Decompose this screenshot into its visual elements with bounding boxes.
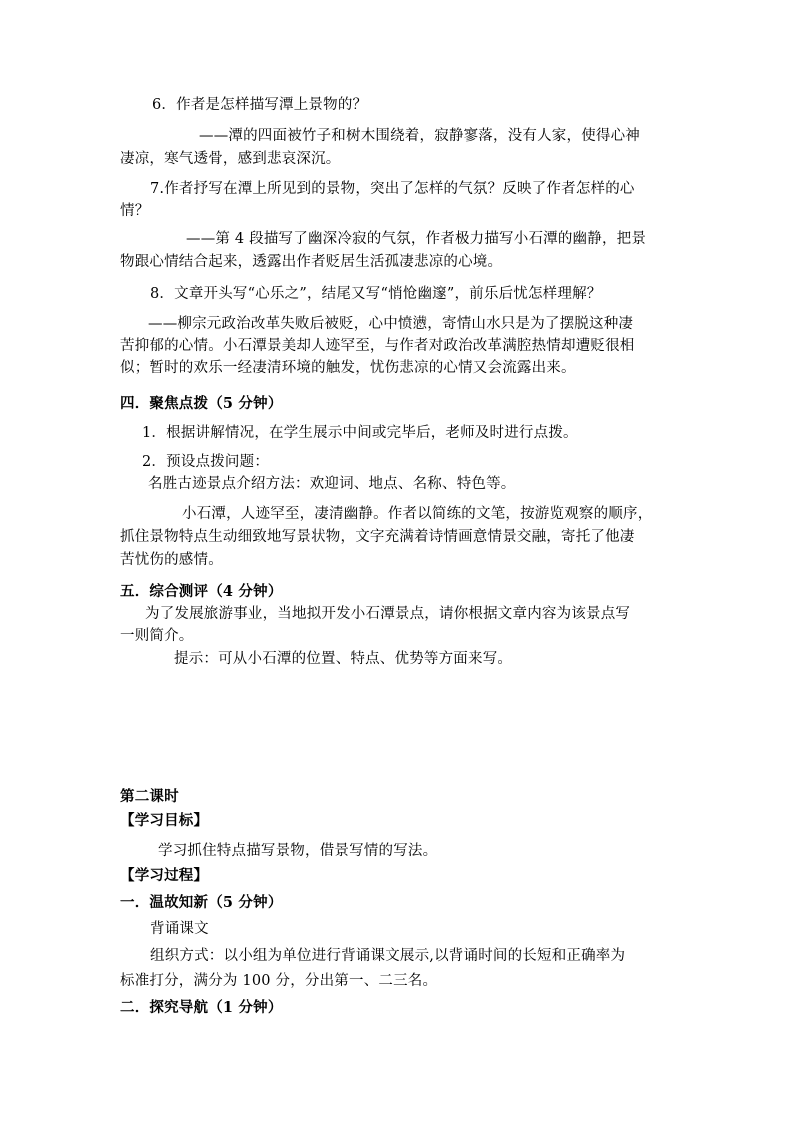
section-heading-assessment: 五．综合测评（4 分钟） (120, 583, 283, 600)
focus-item-2: 2．预设点拨问题： (142, 454, 270, 470)
question-7-line-1: 7.作者抒写在潭上所见到的景物，突出了怎样的气氛？反映了作者怎样的心 (150, 181, 635, 197)
question-8: 8．文章开头写“心乐之”，结尾又写“悄怆幽邃”，前乐后忧怎样理解？ (150, 286, 602, 302)
learning-goals-text: 学习抓住特点描写景物，借景写情的写法。 (158, 843, 438, 859)
review-task: 背诵课文 (150, 921, 209, 937)
answer-7-line-2: 物跟心情结合起来，透露出作者贬居生活孤凄悲凉的心境。 (120, 254, 503, 270)
organization-line-2: 标准打分，满分为 100 分，分出第一、二三名。 (120, 973, 438, 989)
question-7-line-2: 情？ (120, 203, 150, 219)
answer-8-line-3: 似；暂时的欢乐一经凄清环境的触发，忧伤悲凉的心情又会流露出来。 (120, 360, 576, 376)
learning-goals-heading: 【学习目标】 (120, 812, 209, 829)
answer-6-line-1: ——潭的四面被竹子和树木围绕着，寂静寥落，没有人家，使得心神 (199, 128, 640, 144)
second-lesson-title: 第二课时 (120, 788, 179, 805)
learning-process-heading: 【学习过程】 (120, 867, 209, 884)
answer-8-line-2: 苦抑郁的心情。小石潭景美却人迹罕至，与作者对政治改革满腔热情却遭贬很相 (120, 338, 635, 354)
question-6: 6．作者是怎样描写潭上景物的？ (152, 97, 368, 113)
exploration-heading: 二．探究导航（1 分钟） (120, 999, 283, 1016)
assessment-line-2: 一则简介。 (120, 628, 194, 644)
assessment-line-1: 为了发展旅游事业，当地拟开发小石潭景点，请你根据文章内容为该景点写 (145, 606, 631, 622)
focus-item-1: 1．根据讲解情况，在学生展示中间或完毕后，老师及时进行点拨。 (142, 425, 578, 441)
answer-6-line-2: 凄凉，寒气透骨，感到悲哀深沉。 (120, 151, 341, 167)
review-heading: 一．温故知新（5 分钟） (120, 894, 283, 911)
summary-line-3: 苦忧伤的感情。 (120, 552, 223, 568)
answer-7-line-1: ——第 4 段描写了幽深冷寂的气氛，作者极力描写小石潭的幽静，把景 (186, 231, 647, 247)
answer-8-line-1: ——柳宗元政治改革失败后被贬，心中愤懑，寄情山水只是为了摆脱这种凄 (148, 316, 634, 332)
summary-line-1: 小石潭，人迹罕至，凄清幽静。作者以简练的文笔，按游览观察的顺序， (182, 506, 653, 522)
focus-item-2-detail: 名胜古迹景点介绍方法：欢迎词、地点、名称、特色等。 (148, 476, 516, 492)
summary-line-2: 抓住景物特点生动细致地写景状物，文字充满着诗情画意情景交融，寄托了他凄 (120, 529, 635, 545)
section-heading-focus: 四．聚焦点拨（5 分钟） (120, 395, 283, 412)
assessment-hint: 提示：可从小石潭的位置、特点、优势等方面来写。 (174, 651, 513, 667)
organization-line-1: 组织方式：以小组为单位进行背诵课文展示,以背诵时间的长短和正确率为 (150, 948, 626, 964)
